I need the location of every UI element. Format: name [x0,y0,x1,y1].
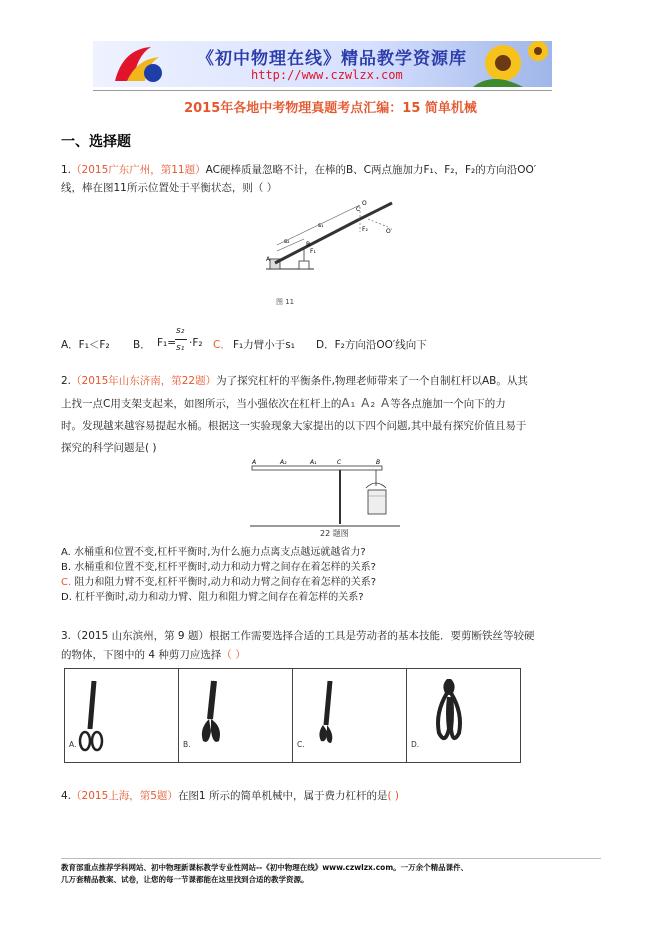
q1-options [61,326,601,358]
figure-22-caption: 22 题图 [320,529,349,538]
q3-text-2: 的物体，下图中的 4 种剪刀应选择 [61,649,222,661]
q1-number: 1. [61,164,72,176]
scissors-option-c[interactable] [293,669,407,762]
scissors-option-a[interactable] [65,669,179,762]
q2-points: A₁ A₂ A [341,396,391,410]
q2-source: （2015年山东济南，第22题） [71,375,217,387]
banner-title: 《初中物理在线》精品教学资源库 [197,49,467,69]
q2-option-b[interactable]: B. 水桶重和位置不变,杠杆平衡时,动力和动力臂之间存在着怎样的关系? [61,562,376,573]
q2-option-a[interactable]: A. 水桶重和位置不变,杠杆平衡时,为什么施力点离支点越远就越省力? [61,547,366,558]
scissors-b-icon [179,669,292,762]
question-1 [61,161,601,197]
scissors-c-label: C. [297,740,305,749]
fig11-label-o: O [362,200,367,207]
section-title: 一、选择题 [61,134,131,150]
q1-text-1: AC硬棒质量忽略不计，在棒的B、C两点施加力F₁、F₂，F₂的方向沿OO′ [205,164,537,176]
header-banner [93,41,552,87]
page-footer [61,862,601,886]
fig11-label-b: B [306,241,311,248]
footer-line-2: 几万套精品教案、试卷，让您的每一节课都能在这里找到合适的教学资源。 [61,875,309,884]
fig11-label-a: A [266,256,271,263]
q1-option-c-letter[interactable]: C． [213,339,231,351]
scissors-d-label: D. [411,740,420,749]
q2-text-2b: 等各点施加一个向下的力 [390,398,506,410]
q2-option-d[interactable]: D. 杠杆平衡时,动力和动力臂、阻力和阻力臂之间存在着怎样的关系? [61,592,364,603]
q2-number: 2. [61,375,72,387]
fig22-label-a1: A₁ [310,459,317,466]
fig11-label-o-prime: O′ [386,228,393,235]
q4-source: （2015上海，第5题） [71,790,178,802]
q1-option-b-formula-left: F₁= [157,337,177,349]
q1-option-b-denominator: s₁ [176,343,185,353]
fig11-label-s2: s₂ [284,238,290,245]
header-divider [93,90,552,91]
fig11-label-s1: s₁ [318,222,324,229]
scissors-b-label: B. [183,740,191,749]
scissors-a-icon [65,669,178,762]
banner-url[interactable]: http://www.czwlzx.com [251,68,403,82]
q1-option-b-label[interactable]: B． [133,339,151,351]
footer-line-1: 教育部重点推荐学科网站、初中物理新课标教学专业性网站--《初中物理在线》www.czwlzx.com。一万余个精品课件、 [61,863,469,872]
scissors-option-d[interactable] [407,669,520,762]
fig22-label-b: B [376,459,381,466]
q2-text-2a: 上找一点C用支架支起来，如图所示，当小强依次在杠杆上的 [61,398,342,410]
q4-number: 4. [61,790,72,802]
fig11-label-f2: F₂ [362,226,368,233]
q1-option-b-formula-right: ·F₂ [189,337,203,349]
q1-source: （2015广东广州，第11题） [71,164,206,176]
q3-line2 [61,646,601,665]
q2-options [61,545,601,605]
q2-text-3: 时。发现越来越容易提起水桶。根据这一实验现象大家提出的以下四个问题,其中最有探究价值且易于 [61,420,527,432]
figure-11-lever [262,197,394,277]
q1-option-a[interactable]: A．F₁＜F₂ [61,339,110,351]
q1-line1 [61,161,601,179]
question-4 [61,787,601,805]
scissors-option-b[interactable] [179,669,293,762]
q3-text-1: 根据工作需要选择合适的工具是劳动者的基本技能．要剪断铁丝等较硬 [208,630,535,642]
scissors-c-icon [293,669,406,762]
figure-11-caption: 图 11 [276,298,295,306]
q1-option-b-fraction-bar [175,339,187,340]
fig11-label-c: C [356,206,361,213]
question-3 [61,627,601,665]
q3-answer-blank[interactable]: （ ） [221,649,246,661]
q4-text: 在图1 所示的简单机械中，属于费力杠杆的是 [177,790,388,802]
fig22-label-a: A [252,459,257,466]
q2-option-c[interactable] [61,575,601,590]
q3-line1 [61,627,601,646]
q2-text-4: 探究的科学问题是( ) [61,442,157,454]
q2-option-c-letter: C. [61,577,72,588]
q1-option-d[interactable]: D．F₂方向沿OO′线向下 [316,339,427,351]
question-2 [61,370,601,459]
q4-answer-blank[interactable]: ( ) [387,790,399,802]
fig22-label-a2: A₂ [280,459,287,466]
q2-option-c-text: 阻力和阻力臂不变,杠杆平衡时,动力和动力臂之间存在着怎样的关系? [71,577,377,588]
q1-option-b-numerator: s₂ [176,326,185,336]
fig22-label-c: C [337,459,342,466]
q2-text-1: 为了探究杠杆的平衡条件,物理老师带来了一个自制杠杆以AB。从其 [216,375,528,387]
footer-divider [61,858,601,859]
q3-source: （2015 山东滨州，第 9 题） [71,630,209,642]
document-title: 2015年各地中考物理真题考点汇编：15 简单机械 [184,101,477,116]
q2-line2 [61,392,601,415]
scissors-grid [64,668,521,763]
scissors-a-label: A. [69,740,77,749]
q3-number: 3. [61,630,72,642]
q2-line1 [61,370,601,392]
fig11-label-f1: F₁ [310,248,316,255]
figure-22-lever [250,456,400,536]
q1-text-2: 线，棒在图11所示位置处于平衡状态，则（ ） [61,182,278,194]
scissors-d-icon [407,669,520,762]
q1-option-c[interactable]: F₁力臂小于s₁ [233,339,295,351]
